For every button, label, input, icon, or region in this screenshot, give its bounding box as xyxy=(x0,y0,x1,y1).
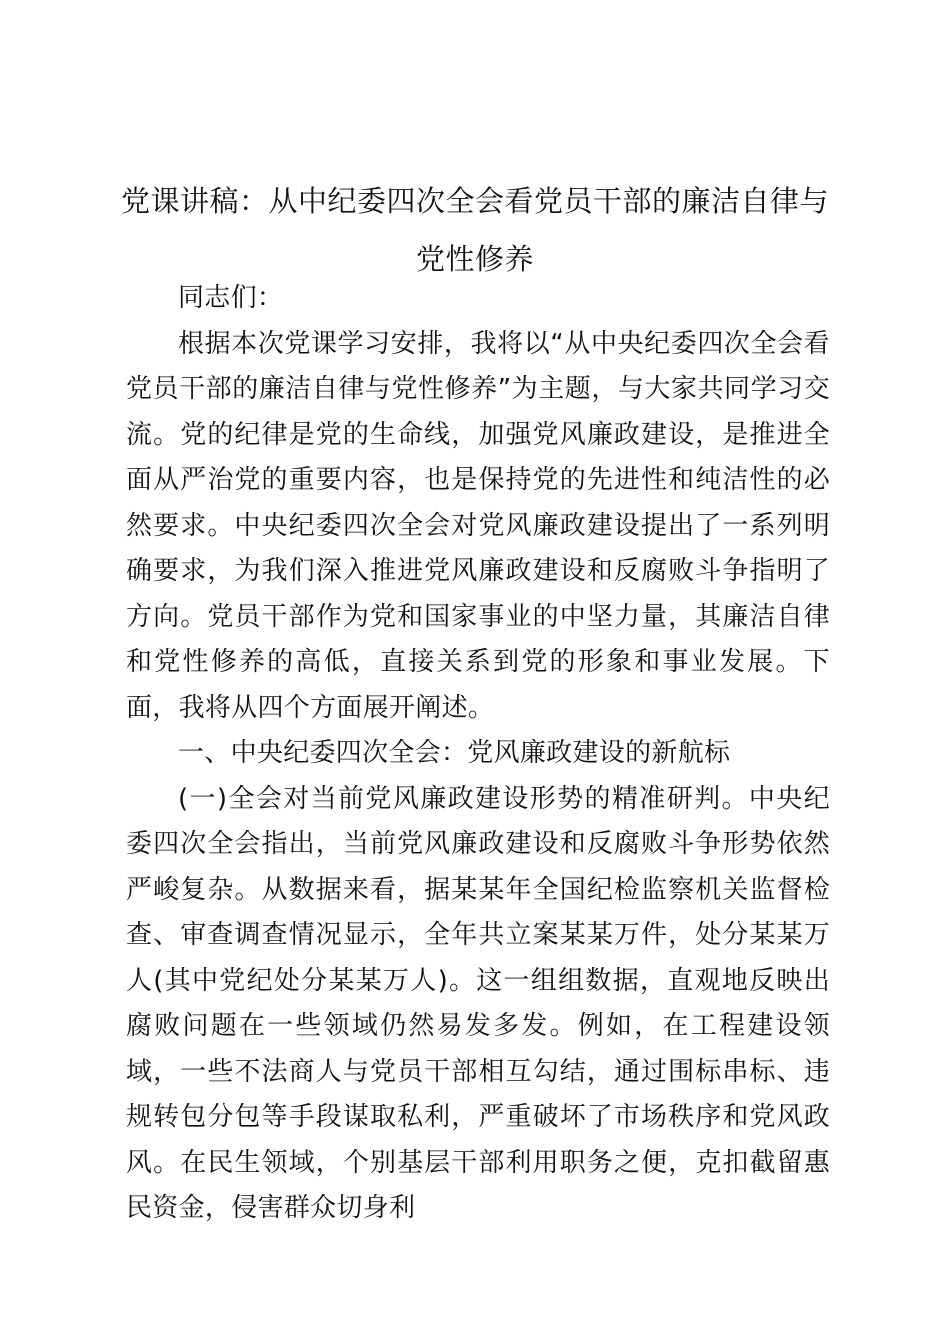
document-title: 党课讲稿：从中纪委四次全会看党员干部的廉洁自律与党性修养 xyxy=(120,184,829,276)
document-body xyxy=(126,276,830,1232)
salutation: 同志们： xyxy=(178,283,284,313)
subsection-paragraph: (一)全会对当前党风廉政建设形势的精准研判。中央纪委四次全会指出，当前党风廉政建设和反腐败斗争形势依然严峻复杂。从数据来看，据某某年全国纪检监察机关监督检查、审查调查情况显示，全年共立案某某万件，处分某某万人(其中党纪处分某某万人)。这一组组数据，直观地反映出腐败问题在一些领域仍然易发多发。例如，在工程建设领域，一些不法商人与党员干部相互勾结，通过围标串标、违规转包分包等手段谋取私利，严重破坏了市场秩序和党风政风。在民生领域，个别基层干部利用职务之便，克扣截留惠民资金，侵害群众切身利 xyxy=(126,783,830,1223)
section-heading: 一、中央纪委四次全会：党风廉政建设的新航标 xyxy=(178,738,731,768)
intro-paragraph: 根据本次党课学习安排，我将以“从中央纪委四次全会看党员干部的廉洁自律与党性修养”为主题，与大家共同学习交流。党的纪律是党的生命线，加强党风廉政建设，是推进全面从严治党的重要内容，也是保持党的先进性和纯洁性的必然要求。中央纪委四次全会对党风廉政建设提出了一系列明确要求，为我们深入推进党风廉政建设和反腐败斗争指明了方向。党员干部作为党和国家事业的中坚力量，其廉洁自律和党性修养的高低，直接关系到党的形象和事业发展。下面，我将从四个方面展开阐述。 xyxy=(126,328,830,723)
